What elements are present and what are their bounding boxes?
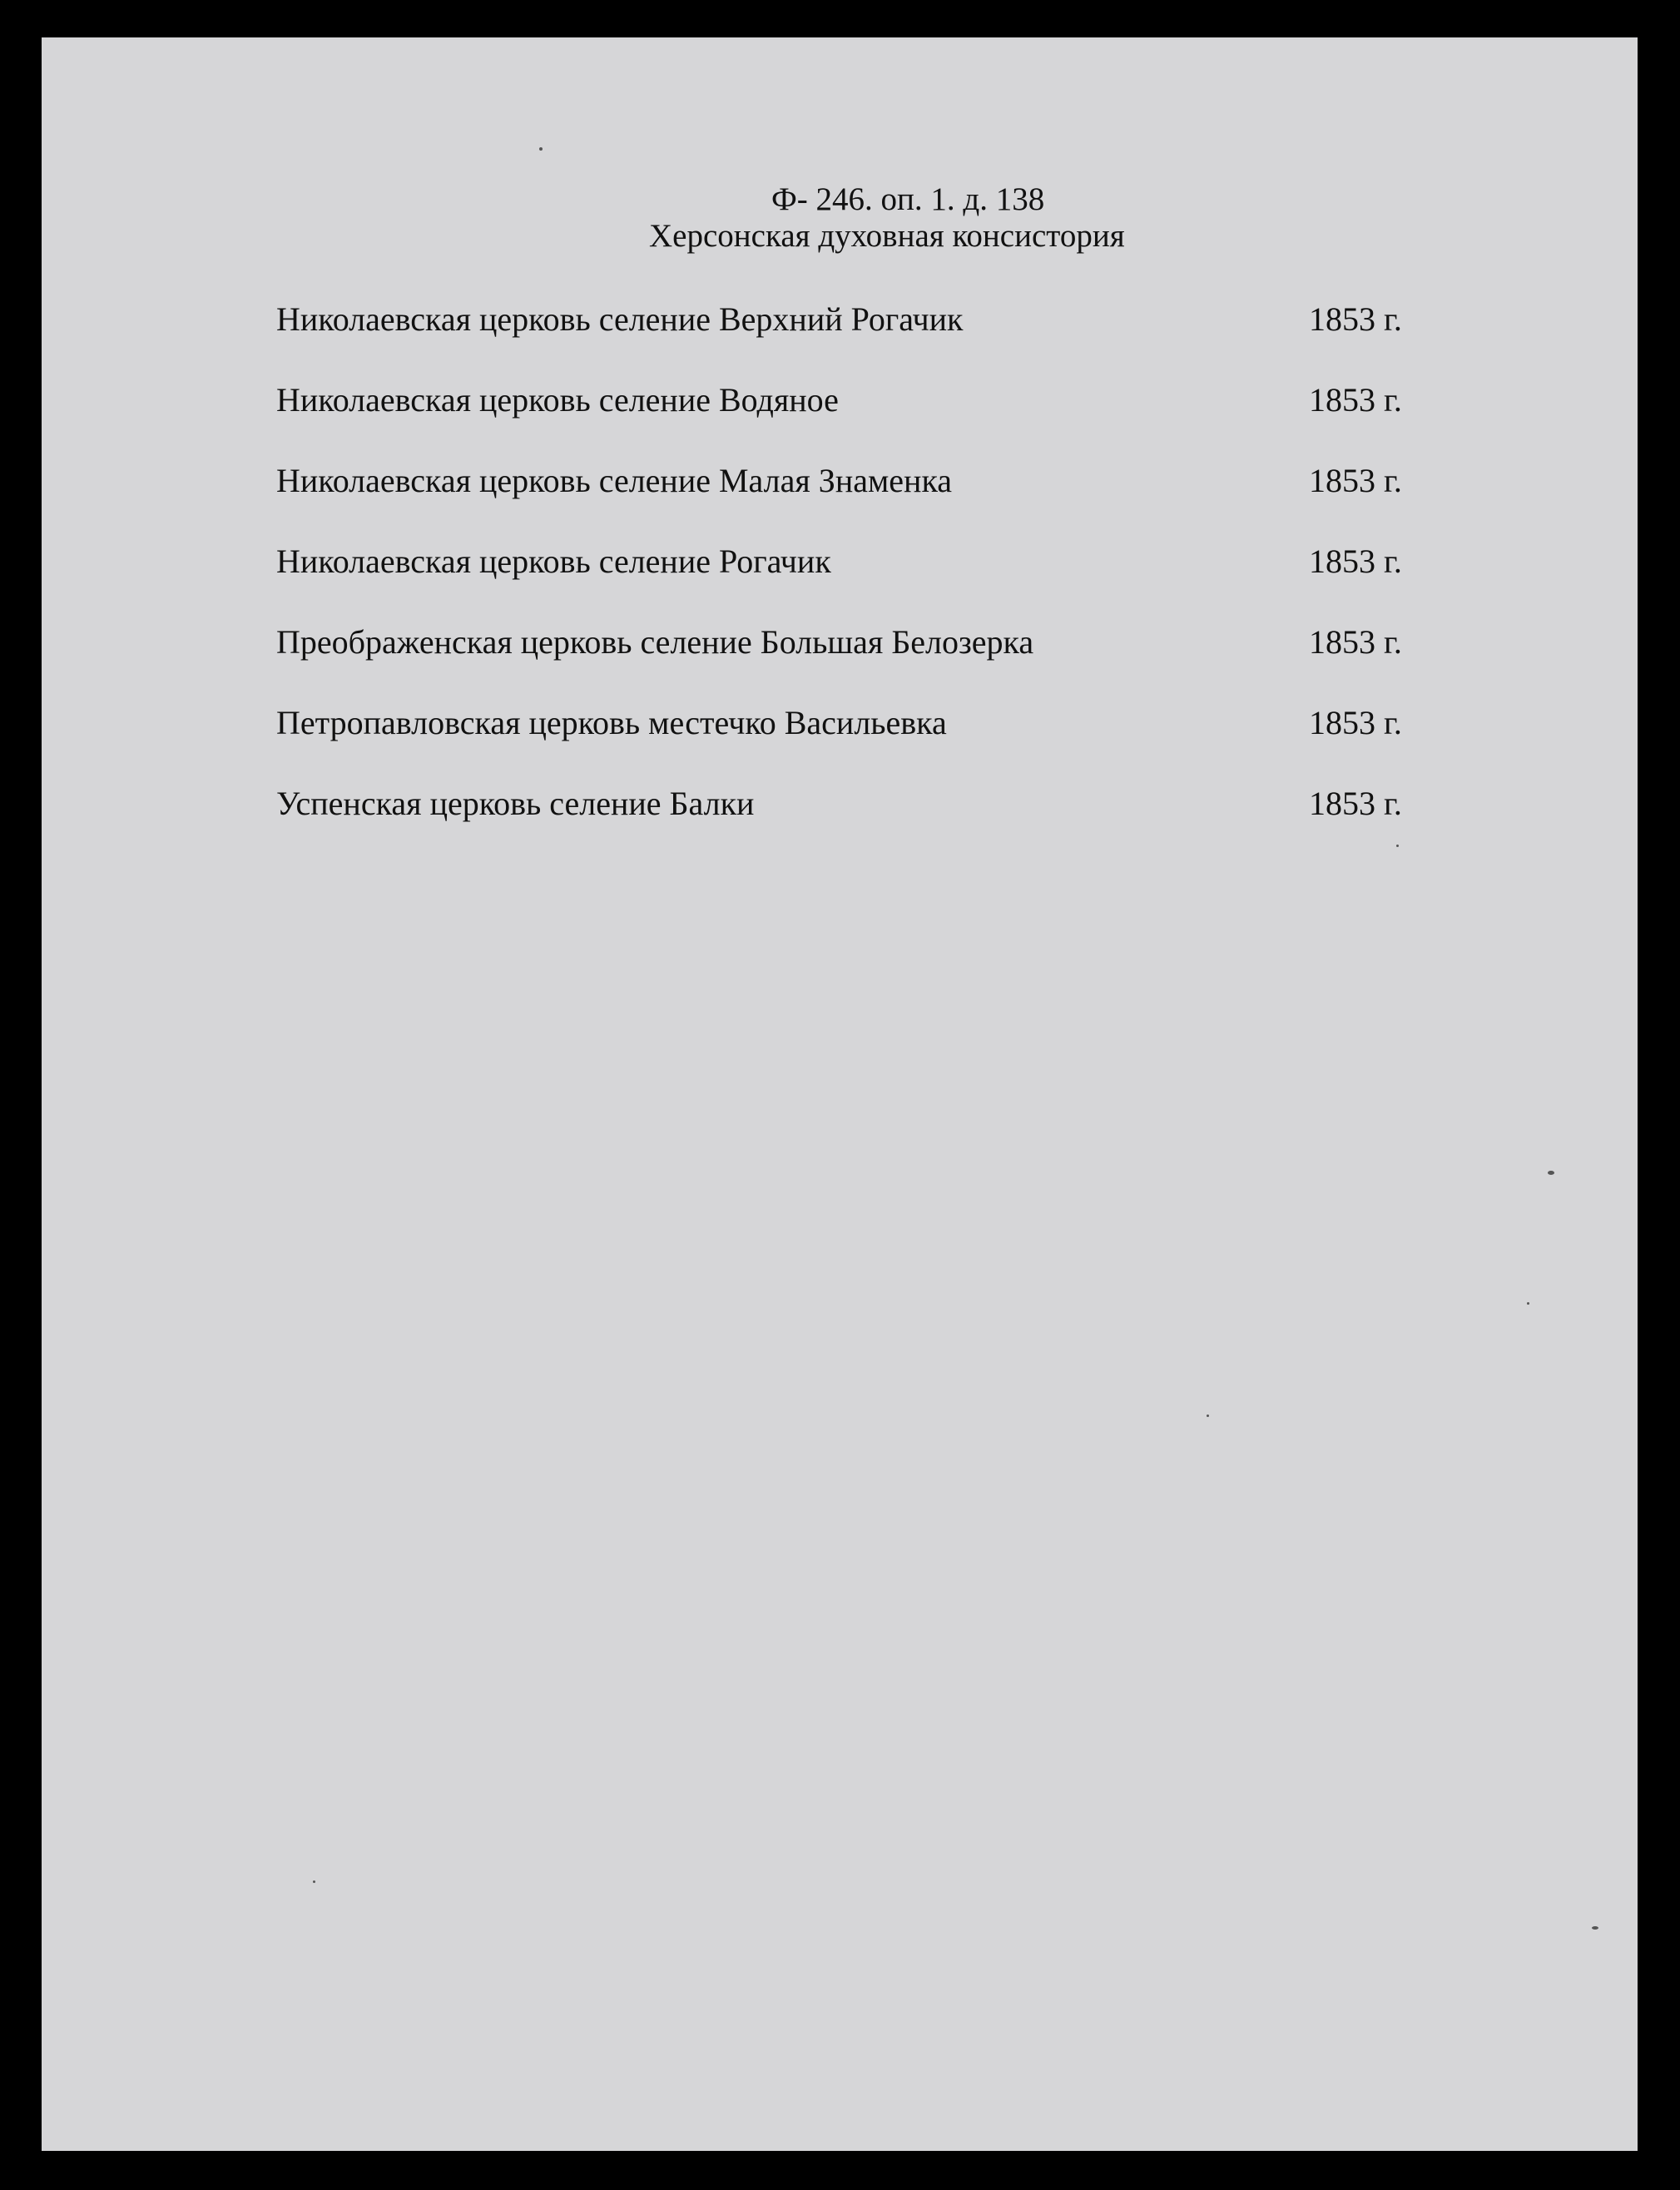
scan-speck [1527, 1302, 1529, 1305]
scan-speck [1592, 1926, 1598, 1930]
entry-title: Николаевская церковь селение Рогачик [276, 543, 831, 580]
scan-speck [313, 1880, 315, 1883]
entry-year: 1853 г. [1309, 462, 1402, 499]
entry-year: 1853 г. [1309, 704, 1402, 741]
scan-speck [1548, 1171, 1554, 1175]
scan-speck [1207, 1415, 1209, 1417]
list-item [42, 461, 1638, 511]
archive-name: Херсонская духовная консистория [649, 218, 1125, 254]
entry-title: Николаевская церковь селение Водяное [276, 381, 839, 419]
list-item [42, 300, 1638, 349]
entry-year: 1853 г. [1309, 300, 1402, 338]
entry-year: 1853 г. [1309, 785, 1402, 822]
scan-speck [539, 147, 543, 151]
scan-speck [1396, 845, 1399, 847]
entry-title: Преображенская церковь селение Большая Белозерка [276, 623, 1034, 661]
entry-year: 1853 г. [1309, 381, 1402, 419]
document-page [42, 37, 1638, 2151]
list-item [42, 784, 1638, 834]
list-item [42, 542, 1638, 592]
list-item [42, 703, 1638, 753]
entry-title: Успенская церковь селение Балки [276, 785, 755, 822]
list-item [42, 380, 1638, 430]
entry-year: 1853 г. [1309, 623, 1402, 661]
entry-title: Николаевская церковь селение Верхний Рогачик [276, 300, 964, 338]
entry-year: 1853 г. [1309, 543, 1402, 580]
entry-title: Петропавловская церковь местечко Васильевка [276, 704, 947, 741]
list-item [42, 622, 1638, 672]
entry-title: Николаевская церковь селение Малая Знаменка [276, 462, 953, 499]
fund-reference: Ф- 246. оп. 1. д. 138 [771, 181, 1045, 217]
